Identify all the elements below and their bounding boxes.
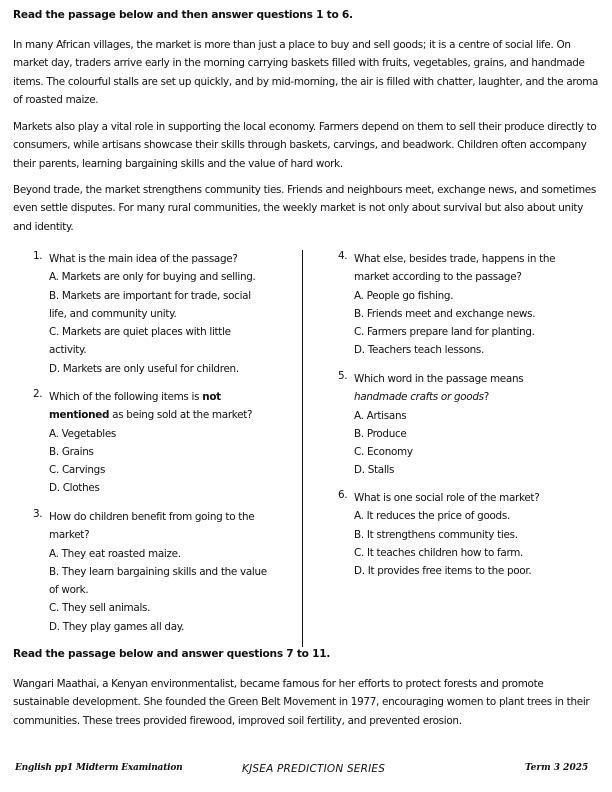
emphasis-definition: handmade crafts or goods xyxy=(354,391,484,404)
emphasis-mentioned: mentioned xyxy=(49,409,110,422)
question-stem-line-2: market? xyxy=(49,529,90,542)
option-b[interactable]: B. Produce xyxy=(354,427,407,440)
question-stem-line-2: mentioned as being sold at the market? xyxy=(49,409,253,422)
option-a[interactable]: A. Markets are only for buying and selling. xyxy=(49,271,256,284)
option-d[interactable]: D. Stalls xyxy=(354,464,395,477)
question-number: 2. xyxy=(33,388,43,400)
option-c[interactable]: C. They sell animals. xyxy=(49,602,151,615)
footer-series-name: KJSEA PREDICTION SERIES xyxy=(242,763,386,775)
option-a[interactable]: A. They eat roasted maize. xyxy=(49,547,181,560)
option-b[interactable]: B. Grains xyxy=(49,445,94,458)
question-number: 5. xyxy=(338,370,348,382)
option-b[interactable]: B. They learn bargaining skills and the value of work. xyxy=(49,565,267,597)
footer-term: Term 3 2025 xyxy=(525,763,589,773)
emphasis-not: not xyxy=(202,391,221,403)
option-d[interactable]: D. Markets are only useful for children. xyxy=(49,362,239,375)
footer-exam-title: English pp1 Midterm Examination xyxy=(15,763,183,773)
question-stem-line-2: handmade crafts or goods? xyxy=(354,391,489,404)
passage-1-paragraph-1: In many African villages, the market is more than just a place to buy and sell goods; it is a centre of social life. On market day, traders arrive early in the morning carrying baskets filled with fruits, vegetables, grains, and handmade items. The colourful stalls are set up quickly, and by mid-morning, the air is filled with chatter, laughter, and the aroma of roasted maize. xyxy=(13,39,599,107)
question-stem-line-1: Which of the following items is not xyxy=(49,391,221,403)
passage-1-paragraph-2: Markets also play a vital role in supporting the local economy. Farmers depend on them to sell their produce directly to consumers, while artisans showcase their skills through baskets, carvings, and beadwork. Children often accompany their parents, learning bargaining skills and the value of hard work. xyxy=(13,121,597,170)
option-b[interactable]: B. It strengthens community ties. xyxy=(354,528,518,541)
question-stem: What is one social role of the market? xyxy=(354,492,540,504)
option-d[interactable]: D. They play games all day. xyxy=(49,620,185,633)
option-c[interactable]: C. Carvings xyxy=(49,464,106,477)
passage-1-paragraph-3: Beyond trade, the market strengthens community ties. Friends and neighbours meet, exchange news, and sometimes even settle disputes. For many rural communities, the weekly market is not only about survival but also about unity and identity. xyxy=(13,184,596,233)
section-2-instruction: Read the passage below and answer questions 7 to 11. xyxy=(13,648,331,660)
option-c[interactable]: C. It teaches children how to farm. xyxy=(354,546,524,559)
option-d[interactable]: D. Teachers teach lessons. xyxy=(354,344,485,357)
option-c[interactable]: C. Markets are quiet places with little activity. xyxy=(49,326,231,357)
section-1-instruction: Read the passage below and then answer questions 1 to 6. xyxy=(13,9,353,21)
question-number: 4. xyxy=(338,250,348,262)
question-stem-line-1: Which word in the passage means xyxy=(354,373,524,385)
option-a[interactable]: A. People go fishing. xyxy=(354,289,454,302)
option-a[interactable]: A. It reduces the price of goods. xyxy=(354,510,510,523)
question-stem-line-1: What else, besides trade, happens in the xyxy=(354,253,556,265)
option-b[interactable]: B. Markets are important for trade, social life, and community unity. xyxy=(49,289,251,320)
column-divider xyxy=(302,250,303,647)
option-a[interactable]: A. Artisans xyxy=(354,409,407,422)
option-c[interactable]: C. Farmers prepare land for planting. xyxy=(354,326,535,339)
question-number: 3. xyxy=(33,508,43,520)
option-d[interactable]: D. It provides free items to the poor. xyxy=(354,565,532,578)
option-a[interactable]: A. Vegetables xyxy=(49,427,117,440)
question-stem-line-2: market according to the passage? xyxy=(354,271,522,284)
passage-2-paragraph-1: Wangari Maathai, a Kenyan environmentalist, became famous for her efforts to protect forests and promote sustainable development. She founded the Green Belt Movement in 1977, encouraging women to plant trees in their communities. These trees provided firewood, improved soil fertility, and prevented erosion. xyxy=(13,678,590,727)
option-c[interactable]: C. Economy xyxy=(354,446,413,459)
question-number: 6. xyxy=(338,489,348,501)
question-stem: What is the main idea of the passage? xyxy=(49,253,238,265)
question-number: 1. xyxy=(33,250,43,262)
question-stem-line-1: How do children benefit from going to the xyxy=(49,511,255,523)
option-d[interactable]: D. Clothes xyxy=(49,482,100,495)
option-b[interactable]: B. Friends meet and exchange news. xyxy=(354,307,536,320)
